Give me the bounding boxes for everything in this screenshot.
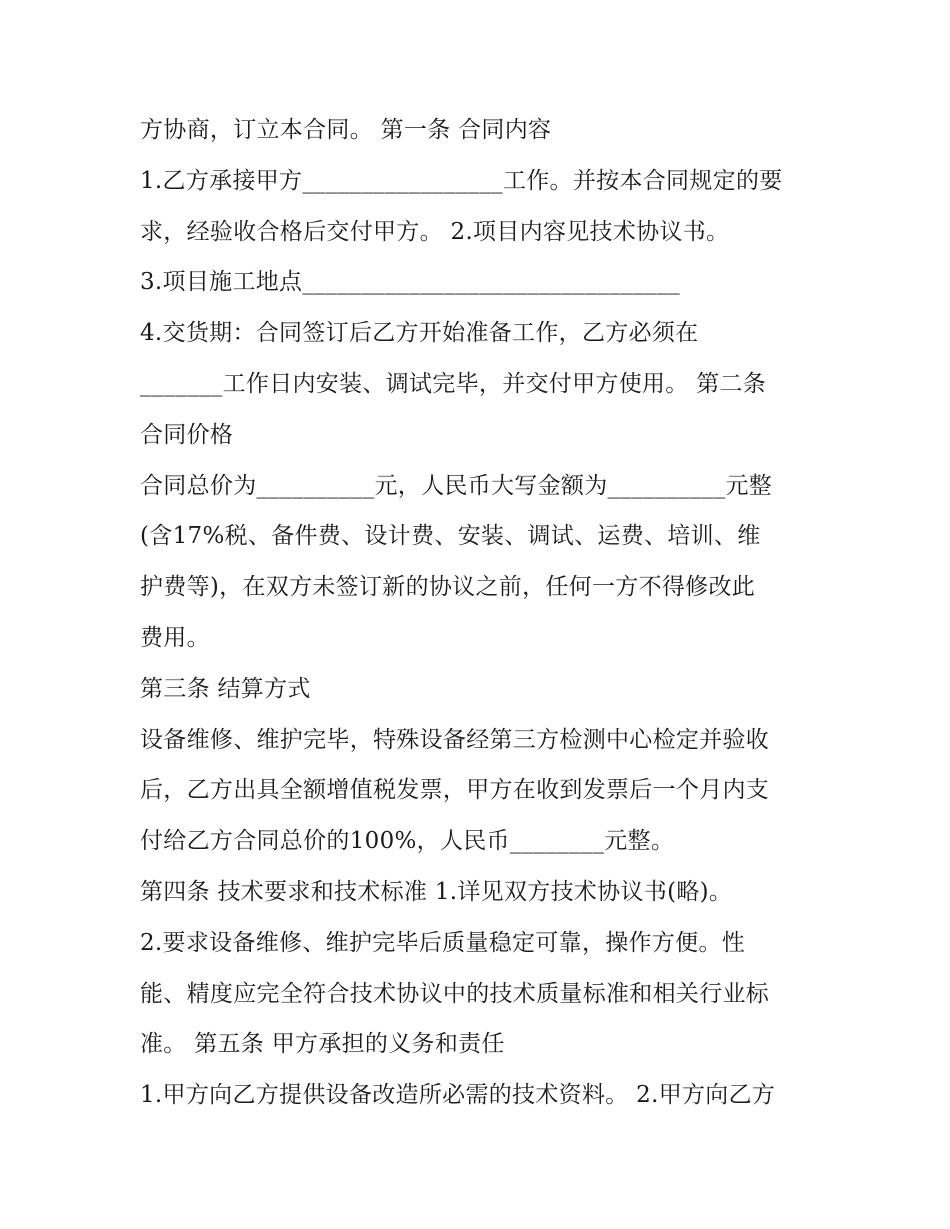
text-line: 3.项目施工地点________________________________ <box>140 269 680 296</box>
text-line: 后，乙方出具全额增值税发票，甲方在收到发票后一个月内支 <box>140 777 770 804</box>
text-line: (含17%税、备件费、设计费、安装、调试、运费、培训、维 <box>140 523 761 550</box>
text-line: 求，经验收合格后交付甲方。 2.项目内容见技术协议书。 <box>140 218 730 245</box>
text-line: 第四条 技术要求和技术标准 1.详见双方技术协议书(略)。 <box>140 878 733 905</box>
text-line: 4.交货期：合同签订后乙方开始准备工作，乙方必须在 <box>140 320 699 347</box>
text-line: 费用。 <box>140 624 210 651</box>
contract-text <box>140 107 830 1123</box>
text-line: 第三条 结算方式 <box>140 675 311 702</box>
text-line: 合同价格 <box>140 421 234 448</box>
text-line: 设备维修、维护完毕，特殊设备经第三方检测中心检定并验收 <box>140 726 770 753</box>
text-line: 合同总价为__________元，人民币大写金额为__________元整 <box>140 472 773 499</box>
text-line: 付给乙方合同总价的100%，人民币________元整。 <box>140 828 675 855</box>
text-line: 1.甲方向乙方提供设备改造所必需的技术资料。 2.甲方向乙方 <box>140 1082 776 1109</box>
text-line: 方协商，订立本合同。 第一条 合同内容 <box>140 117 552 143</box>
text-line: 2.要求设备维修、维护完毕后质量稳定可靠，操作方便。性 <box>140 929 746 956</box>
text-line: 准。 第五条 甲方承担的义务和责任 <box>140 1031 505 1058</box>
text-line: 能、精度应完全符合技术协议中的技术质量标准和相关行业标 <box>140 980 770 1007</box>
text-line: 护费等)，在双方未签订新的协议之前，任何一方不得修改此 <box>140 574 756 601</box>
text-line: 1.乙方承接甲方_________________工作。并按本合同规定的要 <box>140 167 783 194</box>
text-line: _______工作日内安装、调试完毕，并交付甲方使用。 第二条 <box>140 370 767 397</box>
